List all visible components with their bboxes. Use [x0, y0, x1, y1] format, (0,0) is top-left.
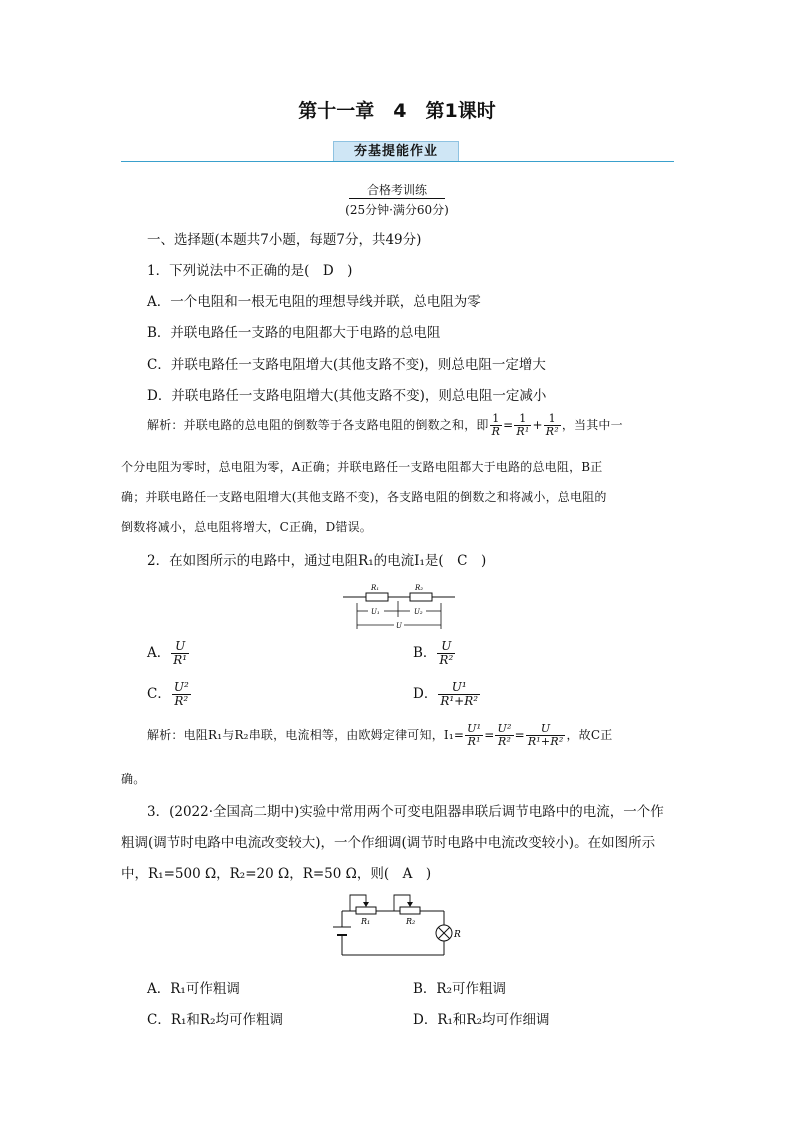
q3-stem-line2: 粗调(调节时电路中电流改变较大)，一个作细调(调节时电路中电流改变较小)。在如图所示	[121, 835, 656, 851]
r1-label: R₁	[361, 917, 371, 926]
q2-option-d: D． $\frac{\text{U¹}}{\text{R¹+R²}}$	[413, 680, 479, 709]
section-meta: (25分钟·满分60分)	[345, 203, 449, 217]
formula-fraction: $\frac{1}{\text{R²}}$	[545, 412, 559, 439]
u2-label: U₂	[414, 608, 423, 616]
q1-option-d: D．并联电路任一支路电阻增大(其他支路不变)，则总电阻一定减小	[147, 388, 547, 404]
q3-option-c: C．R₁和R₂均可作粗调	[147, 1012, 283, 1028]
q1-solution-line3: 确；并联电路任一支路电阻增大(其他支路不变)，各支路电阻的倒数之和将减小，总电阻的	[121, 490, 607, 504]
r-label: R	[454, 930, 461, 940]
banner-label: 夯基提能作业	[333, 141, 459, 162]
q2-solution-line1: 解析：电阻R₁与R₂串联，电流相等，由欧姆定律可知，I₁= $\frac{\text{U¹}}{\text{R¹}}$ = $\frac{\text{U²}}{\text{R²}}$ = $\frac{U}{\text{R¹+R²}}$ ，故C正	[147, 722, 613, 749]
u-label: U	[396, 622, 402, 630]
r2-label: R₂	[406, 917, 416, 926]
r1-label: R₁	[371, 584, 380, 592]
r2-label: R₂	[415, 584, 424, 592]
q1-stem: 1．下列说法中不正确的是( D )	[147, 263, 353, 279]
q3-option-b: B．R₂可作粗调	[413, 981, 506, 997]
q2-circuit-diagram	[340, 577, 460, 632]
formula-fraction: $\frac{1}{R}$	[491, 412, 501, 439]
q1-solution-line1: 解析：并联电路的总电阻的倒数等于各支路电阻的倒数之和，即 $\frac{1}{R}$ = $\frac{1}{\text{R¹}}$ + $\frac{1}{\text{R²}}$ ，当其中一	[147, 412, 623, 439]
part-heading: 一、选择题(本题共7小题，每题7分，共49分)	[147, 232, 422, 248]
page-title: 第十一章 4 第1课时	[298, 100, 496, 122]
header-divider	[121, 161, 674, 162]
q3-option-d: D．R₁和R₂均可作细调	[413, 1012, 550, 1028]
q2-stem: 2．在如图所示的电路中，通过电阻R₁的电流I₁是( C )	[147, 553, 487, 569]
q1-solution-text-a: 解析：并联电路的总电阻的倒数等于各支路电阻的倒数之和，即	[147, 418, 489, 433]
q2-option-a: A． $\frac{U}{\text{R¹}}$	[147, 639, 188, 668]
q3-stem-line1: 3．(2022·全国高二期中)实验中常用两个可变电阻器串联后调节电路中的电流，一个作	[147, 804, 664, 820]
q2-solution-line2: 确。	[121, 772, 146, 786]
q1-option-b: B．并联电路任一支路的电阻都大于电路的总电阻	[147, 325, 441, 341]
q3-circuit-diagram	[328, 889, 468, 959]
u1-label: U₁	[371, 608, 380, 616]
formula-fraction: $\frac{1}{\text{R¹}}$	[516, 412, 530, 439]
q1-solution-text-b: ，当其中一	[561, 418, 623, 433]
q2-option-b: B． $\frac{U}{\text{R²}}$	[413, 639, 454, 668]
section-title	[0, 181, 794, 198]
q1-solution-line4: 倒数将减小，总电阻将增大，C正确，D错误。	[121, 520, 373, 534]
q1-solution-line2: 个分电阻为零时，总电阻为零，A正确；并联电路任一支路电阻都大于电路的总电阻，B正	[121, 460, 603, 474]
q1-option-c: C．并联电路任一支路电阻增大(其他支路不变)，则总电阻一定增大	[147, 357, 546, 373]
q3-option-a: A．R₁可作粗调	[147, 981, 240, 997]
q3-stem-line3: 中，R₁=500 Ω，R₂=20 Ω，R=50 Ω，则( A )	[121, 866, 432, 882]
q1-option-a: A．一个电阻和一根无电阻的理想导线并联，总电阻为零	[147, 294, 481, 310]
q2-option-c: C． $\frac{\text{U²}}{\text{R²}}$	[147, 680, 189, 709]
section-title-text: 合格考训练	[349, 183, 445, 199]
